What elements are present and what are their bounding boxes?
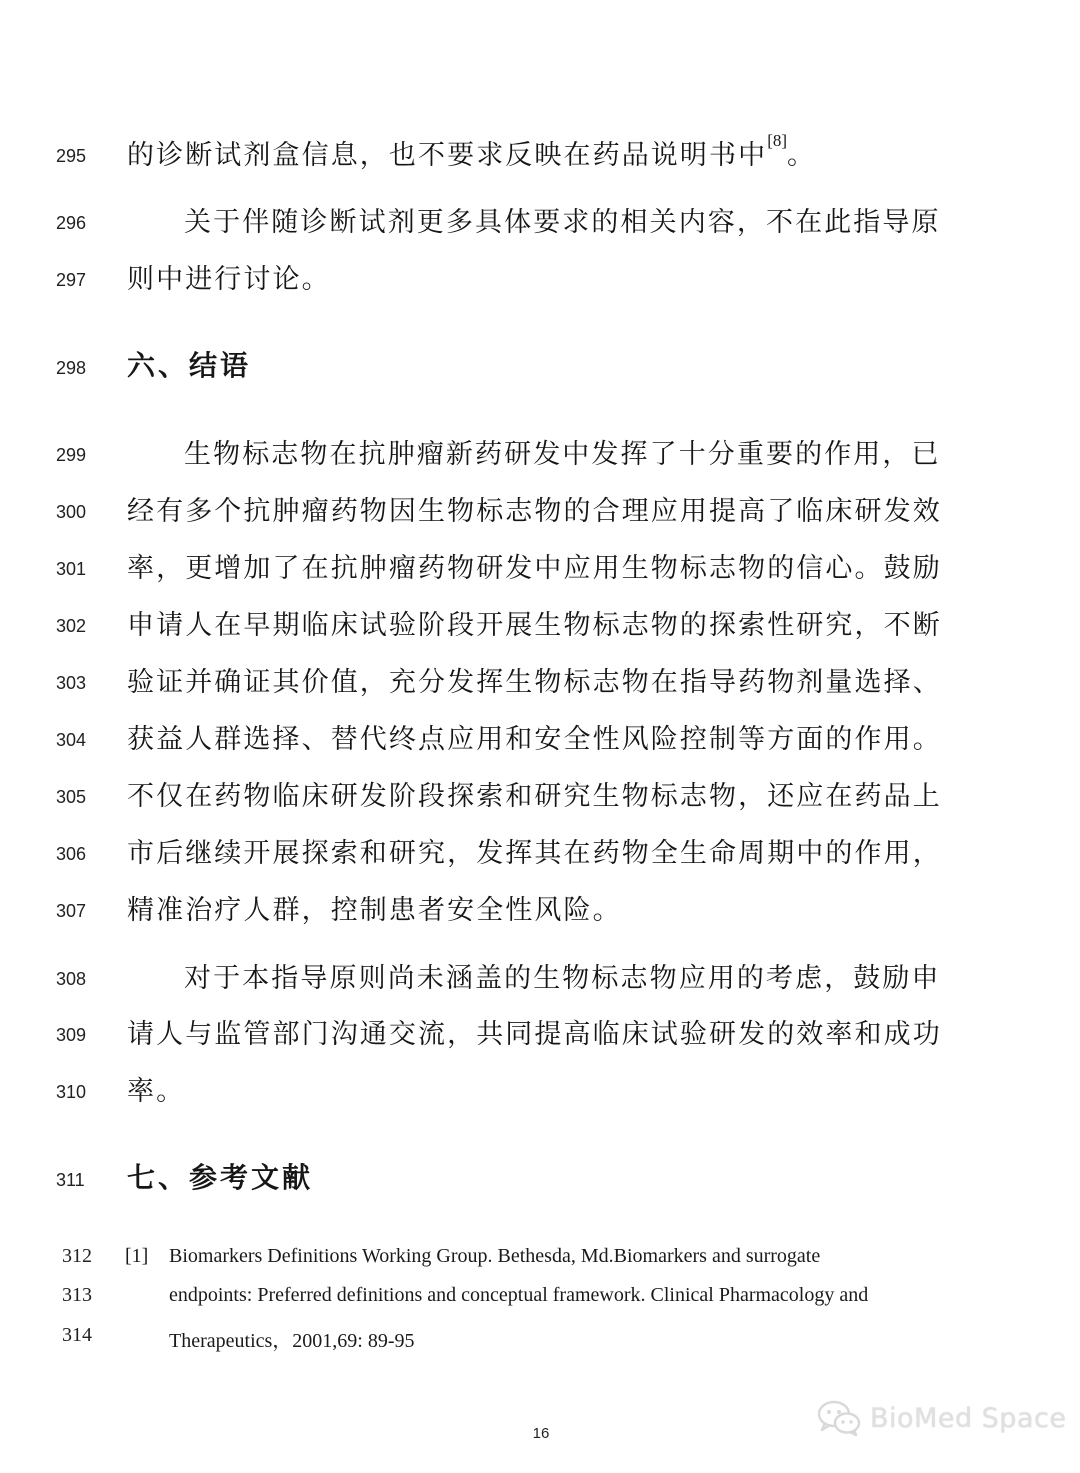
section-heading-conclusion: 六、结语 — [127, 349, 252, 382]
line-number: 310 — [56, 1082, 87, 1102]
line-number: 296 — [56, 213, 87, 233]
watermark — [816, 1396, 1066, 1440]
paragraph-line: 生物标志物在抗肿瘤新药研发中发挥了十分重要的作用，已 — [184, 439, 941, 470]
paragraph-line: 率，更增加了在抗肿瘤药物研发中应用生物标志物的信心。鼓励 — [127, 553, 942, 584]
line-number: 301 — [56, 559, 87, 579]
line-number: 306 — [56, 844, 87, 864]
paragraph-line: 关于伴随诊断试剂更多具体要求的相关内容，不在此指导原 — [184, 207, 941, 238]
line-number: 299 — [56, 445, 87, 465]
paragraph-line: 获益人群选择、替代终点应用和安全性风险控制等方面的作用。 — [127, 724, 942, 755]
line-number: 302 — [56, 616, 87, 636]
line-number: 314 — [62, 1324, 92, 1346]
paragraph-line: 率。 — [127, 1076, 186, 1107]
line-number: 311 — [56, 1170, 85, 1190]
line-text-tail: 。 — [787, 140, 817, 171]
line-number: 304 — [56, 730, 87, 750]
paragraph-line — [127, 133, 816, 172]
paragraph-line: 验证并确证其价值，充分发挥生物标志物在指导药物剂量选择、 — [127, 667, 942, 698]
paragraph-line: 对于本指导原则尚未涵盖的生物标志物应用的考虑，鼓励申 — [184, 963, 941, 994]
paragraph-line: 则中进行讨论。 — [127, 264, 331, 295]
paragraph-line: 不仅在药物临床研发阶段探索和研究生物标志物，还应在药品上 — [127, 781, 942, 812]
paragraph-line: 请人与监管部门沟通交流，共同提高临床试验研发的效率和成功 — [127, 1019, 942, 1050]
line-number: 313 — [62, 1284, 92, 1306]
line-number: 307 — [56, 901, 87, 921]
line-number: 295 — [56, 146, 87, 166]
reference-line: Therapeutics，2001,69: 89-95 — [169, 1330, 415, 1352]
paragraph-line: 经有多个抗肿瘤药物因生物标志物的合理应用提高了临床研发效 — [127, 496, 942, 527]
reference-line: endpoints: Preferred definitions and conceptual framework. Clinical Pharmacology and — [169, 1284, 869, 1306]
line-number: 298 — [56, 358, 87, 378]
reference-number: [1] — [125, 1245, 149, 1267]
line-number: 312 — [62, 1245, 92, 1267]
line-number: 305 — [56, 787, 87, 807]
line-number: 300 — [56, 502, 87, 522]
line-number: 308 — [56, 969, 87, 989]
watermark-text: BioMed Space — [870, 1402, 1067, 1434]
section-heading-references: 七、参考文献 — [127, 1161, 314, 1194]
line-text: 的诊断试剂盒信息，也不要求反映在药品说明书中 — [127, 140, 768, 171]
line-number: 309 — [56, 1025, 87, 1045]
wechat-icon — [816, 1398, 862, 1438]
citation-ref: [8] — [767, 131, 788, 150]
page-number: 16 — [532, 1425, 550, 1442]
line-number: 303 — [56, 673, 87, 693]
reference-line: Biomarkers Definitions Working Group. Bethesda, Md.Biomarkers and surrogate — [169, 1245, 821, 1267]
paragraph-line: 申请人在早期临床试验阶段开展生物标志物的探索性研究，不断 — [127, 610, 942, 641]
paragraph-line: 精准治疗人群，控制患者安全性风险。 — [127, 895, 622, 926]
line-number: 297 — [56, 270, 87, 290]
paragraph-line: 市后继续开展探索和研究，发挥其在药物全生命周期中的作用， — [127, 838, 942, 869]
